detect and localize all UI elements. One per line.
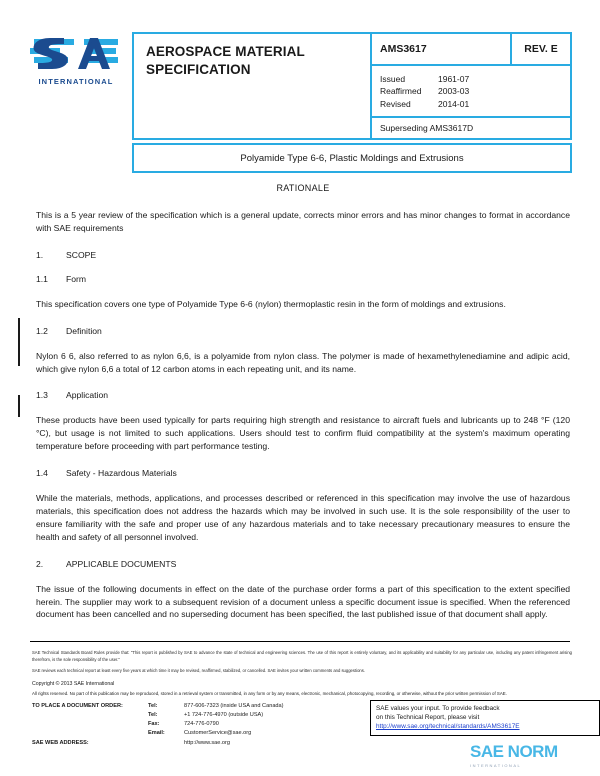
sae-logo-subtitle: INTERNATIONAL	[38, 77, 114, 86]
paragraph-safety: While the materials, methods, applications, and processes described or referenced in this specification may involve the use of hazardous materials, this specification does not address the hazards which may be involved in such use. It is the sole responsibility of the user to ensure familiarity with the safe and proper use of any hazardous materials and to take necessary precautionary measures to ensure the health and safety of all personnel involved.	[36, 493, 570, 542]
feedback-box	[370, 700, 600, 736]
order-row-fax	[32, 720, 352, 729]
header-info-table	[132, 32, 572, 140]
web-address-value[interactable]: http://www.sae.org	[184, 739, 231, 746]
section-number-1-3: 1.3	[36, 390, 48, 401]
order-label-spacer-3	[32, 729, 148, 738]
rationale-heading: RATIONALE	[276, 183, 330, 193]
footer-order-area	[32, 702, 572, 748]
sae-logo-icon	[28, 36, 124, 76]
paragraph-form: This specification covers one type of Polyamide Type 6-6 (nylon) thermoplastic resin in the form of moldings and extrusions.	[36, 298, 506, 309]
section-heading-form	[36, 274, 570, 284]
section-number-1-4: 1.4	[36, 468, 48, 479]
document-meta-cell	[372, 34, 570, 138]
section-number-1-2: 1.2	[36, 325, 48, 336]
feedback-line-2: on this Technical Report, please visit	[376, 713, 480, 721]
contact-value-fax: 724-776-0790	[184, 721, 219, 728]
footer-contact-block	[32, 702, 352, 748]
subject-title-bar	[132, 143, 572, 173]
web-address-label: SAE WEB ADDRESS:	[32, 739, 89, 746]
contact-key-email: Email:	[148, 730, 165, 737]
contact-value-email[interactable]: CustomerService@sae.org	[184, 730, 252, 737]
date-label-issued: Issued	[380, 74, 406, 84]
section-title-1: SCOPE	[66, 249, 97, 260]
date-label-revised: Revised	[380, 98, 411, 109]
rationale-paragraph: This is a 5 year review of the specification which is a general update, corrects minor errors and has minor changes to format in accordance with SAE requirements	[36, 210, 570, 233]
paragraph-applicable-documents: The issue of the following documents in effect on the date of the purchase order forms a part of this specification to the extent specified herein. The supplier may work to a subsequent revision of a document unless a specific document issue is specified. When the referenced document has been cancelled and no superseding document has been specified, the last published issue of that document shall apply.	[36, 583, 570, 620]
contact-value-tel-1: 877-606-7323 (inside USA and Canada)	[184, 702, 284, 709]
document-body	[36, 183, 570, 636]
section-number-1-1: 1.1	[36, 273, 48, 284]
subject-title: Polyamide Type 6-6, Plastic Moldings and Extrusions	[240, 152, 464, 164]
contact-key-tel-1: Tel:	[148, 702, 158, 709]
date-value-reaffirmed: 2003-03	[438, 86, 470, 97]
section-title-1-2: Definition	[66, 325, 102, 336]
date-row-reaffirmed	[380, 85, 562, 97]
watermark-text: SAE NORM	[470, 742, 558, 761]
footer-rights-reserved: All rights reserved. No part of this publication may be reproduced, stored in a retrieval system or transmitted, in any form or by any means, electronic, mechanical, photocopying, recording, or otherwise, without the prior written permission of SAE.	[32, 690, 507, 696]
section-title-1-4: Safety - Hazardous Materials	[66, 468, 177, 479]
ams-rev-row	[372, 34, 570, 66]
change-bar-definition	[18, 318, 20, 366]
contact-key-tel-2: Tel:	[148, 711, 158, 718]
date-value-revised: 2014-01	[438, 98, 470, 109]
section-heading-scope	[36, 250, 570, 260]
paragraph-definition: Nylon 6 6, also referred to as nylon 6,6, is a polyamide from nylon class. The polymer is made of hexamethylenediamine and adipic acid, which give nylon 6,6 a total of 12 carbon atoms in each repeating unit, and its name.	[36, 350, 570, 374]
order-label-spacer-2	[32, 720, 148, 729]
footer-disclaimer-2: SAE reviews each technical report at least every five years at which time it may be revised, reaffirmed, stabilized, or cancelled. SAE invites your written comments and suggestions.	[32, 668, 365, 673]
document-header	[28, 32, 572, 140]
section-title-1-3: Application	[66, 390, 109, 401]
superseding-note: Superseding AMS3617D	[372, 116, 570, 138]
change-bar-application	[18, 395, 20, 417]
order-label: TO PLACE A DOCUMENT ORDER:	[32, 702, 123, 709]
order-row-tel-usa	[32, 702, 352, 711]
order-row-tel-intl	[32, 711, 352, 720]
ams-number: AMS3617	[372, 34, 512, 64]
section-title-1-1: Form	[66, 273, 87, 284]
date-value-issued: 1961-07	[438, 74, 470, 84]
doc-type-line-1: AEROSPACE MATERIAL	[146, 44, 305, 59]
feedback-url-link[interactable]: http://www.sae.org/technical/standards/AMS3617E	[376, 722, 520, 730]
doc-type-line-2: SPECIFICATION	[146, 61, 251, 77]
contact-value-tel-2: +1 724-776-4970 (outside USA)	[184, 711, 264, 718]
date-row-issued	[380, 73, 562, 85]
footer-disclaimer-1: SAE Technical Standards Board Rules provide that: "This report is published by SAE to advance the state of technical and engineering sciences. The use of this report is entirely voluntary, and its applicability and suitability for any particular use, including any patent infringement arising therefrom, is the sole responsibility of the user."	[32, 650, 572, 662]
date-list	[372, 66, 570, 116]
section-heading-definition	[36, 326, 570, 336]
section-heading-safety	[36, 468, 570, 478]
contact-key-fax: Fax:	[148, 721, 160, 728]
revision-label: REV. E	[524, 43, 558, 55]
sae-logo	[28, 32, 132, 86]
document-type-cell	[134, 34, 372, 138]
section-number-1: 1.	[36, 249, 44, 260]
paragraph-application: These products have been used typically for parts requiring high strength and resistance to aircraft fuels and lubricants up to 248 °F (120 °C), but usage is not limited to such applications. Users should test to confirm fluid compatibility at the system's maximum operating temperature before proceeding with part performance testing.	[36, 415, 570, 452]
document-footer	[32, 650, 572, 748]
date-row-revised	[380, 98, 562, 110]
section-number-2: 2.	[36, 558, 44, 569]
order-row-web	[32, 739, 352, 748]
feedback-line-1: SAE values your input. To provide feedback	[376, 704, 500, 712]
order-row-email	[32, 729, 352, 738]
watermark-subtitle: INTERNATIONAL	[470, 763, 522, 768]
footer-divider	[30, 641, 570, 642]
web-key-spacer	[148, 739, 184, 748]
section-heading-application	[36, 390, 570, 400]
order-label-spacer	[32, 711, 148, 720]
footer-copyright: Copyright © 2013 SAE International	[32, 680, 115, 687]
section-title-2: APPLICABLE DOCUMENTS	[66, 558, 177, 569]
date-label-reaffirmed: Reaffirmed	[380, 86, 422, 97]
section-heading-applicable-documents	[36, 559, 570, 569]
